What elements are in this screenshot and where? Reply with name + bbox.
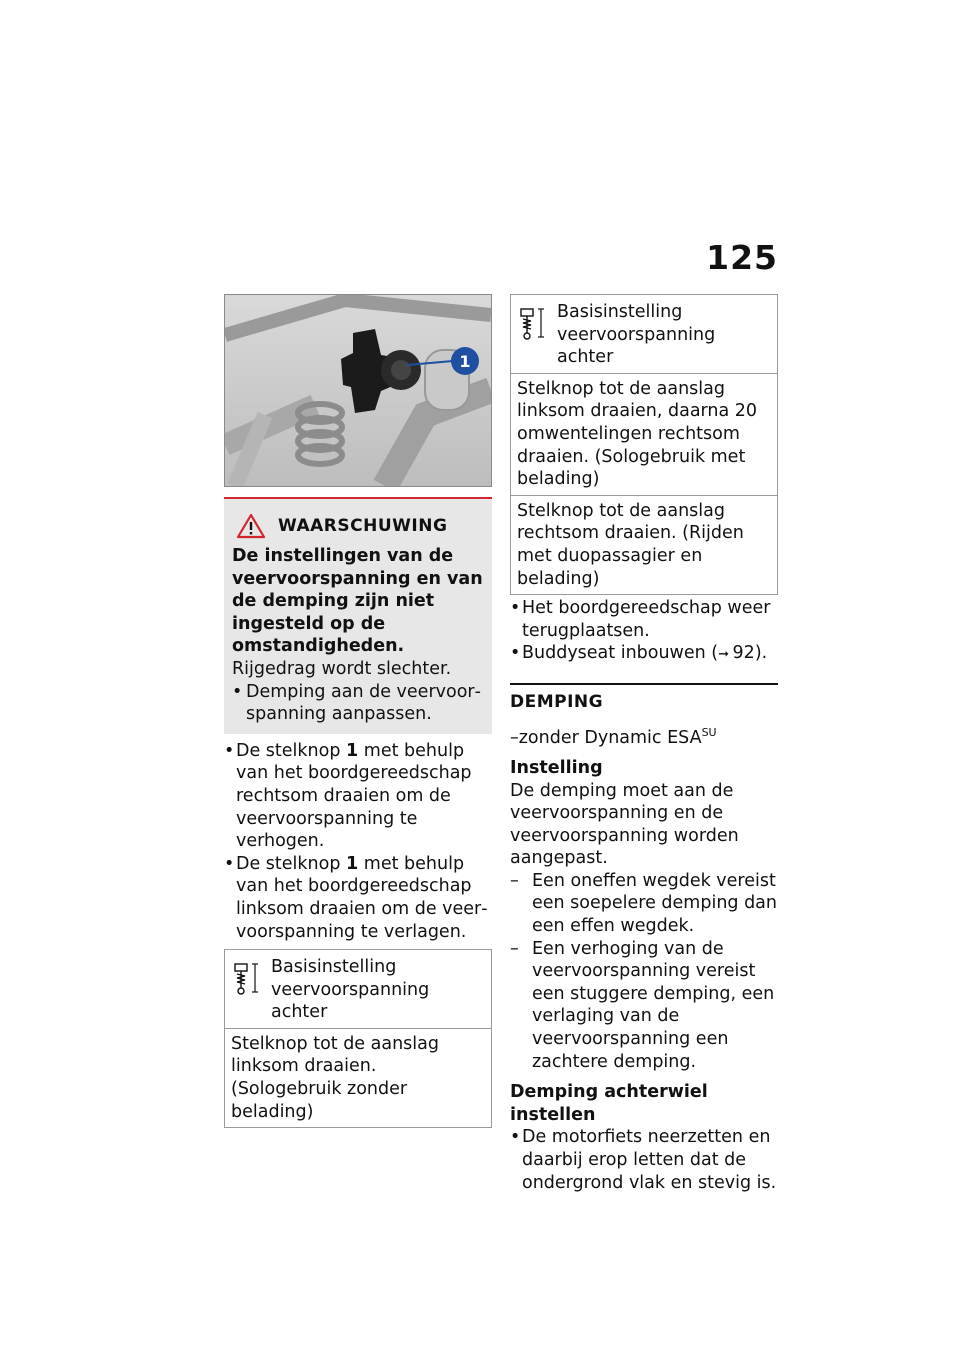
suspension-adjuster-photo [224,294,492,487]
list-item: • Het boordgereedschap weer terugplaatsen. [510,598,771,641]
reassembly-steps-list [510,597,778,667]
damping-steps-list [510,1126,778,1194]
subheading-instelling: Instelling [510,757,603,778]
section-condition: –zonder Dynamic $ESA^{SU}$ [510,725,717,748]
list-item: • De motorfiets neerzetten en daarbij erop letten dat de ondergrond vlak en stevig is. [510,1127,777,1193]
warning-action-item: • Demping aan de veervoorspanning aanpassen. [232,681,484,726]
list-item: • De stelknop 1 met behulp van het boordgereedschap rechtsom draaien om de veervoorspanning te verhogen. [224,740,472,852]
warning-consequence-text: Rijgedrag wordt slechter. [232,658,452,679]
page-reference-link[interactable]: 92 [732,643,755,664]
section-title: DEMPING [510,691,604,712]
paragraph: De demping moet aan de veervoorspanning en de veervoorspanning worden aangepast. [510,780,739,869]
suspension-spring-icon [517,305,547,341]
list-item: – Een oneffen wegdek vereist een soepelere demping dan een effen wegdek. [510,870,777,937]
spec-table-left [224,949,492,1128]
spec-title: Basisinstelling veervoorspanning achter [557,302,716,368]
warning-triangle-icon [236,513,266,539]
part-reference: 1 [346,740,359,761]
spec-row: Stelknop tot de aanslag linksom draaien. (Sologebruik zonder belading) [231,1033,439,1122]
spec-title: Basisinstelling veervoorspanning achter [271,957,430,1023]
section-demping [510,683,778,1194]
list-item: • De stelknop 1 met behulp van het boordgereedschap linksom draaien om de veervoorspanning te verlagen. [224,853,488,942]
warning-box [224,497,492,734]
left-column [224,294,492,1128]
list-item: – Een verhoging van de veervoorspanning vereist een stuggere demping, een verlaging van de veervoorspanning een zachtere demping. [510,938,775,1072]
subheading-demping-achterwiel: Demping achterwiel instellen [510,1082,708,1125]
photo-illustration [225,295,491,486]
page-number: 125 [706,238,778,277]
warning-hazard-text: De instellingen van de veervoorspanning en van de demping zijn niet ingesteld op de omstandigheden. [232,546,483,657]
conditions-list [510,870,778,1073]
adjust-steps-list [224,740,492,943]
list-item: • Buddyseat inbouwen (➞ 92). [510,643,768,664]
callout-number: 1 [459,352,471,371]
spec-table-right [510,294,778,595]
spec-row: Stelknop tot de aanslag linksom draaien, daarna 20 omwentelingen rechtsom draaien. (Sologebruik met belading) [511,374,777,496]
part-reference: 1 [346,853,359,874]
right-column [510,294,778,1194]
page-reference-arrow-icon: ➞ [718,647,730,663]
spec-row: Stelknop tot de aanslag rechtsom draaien. (Rijden met duopassagier en belading) [517,500,744,589]
warning-title: WAARSCHUWING [278,515,448,536]
suspension-spring-icon [231,960,261,996]
